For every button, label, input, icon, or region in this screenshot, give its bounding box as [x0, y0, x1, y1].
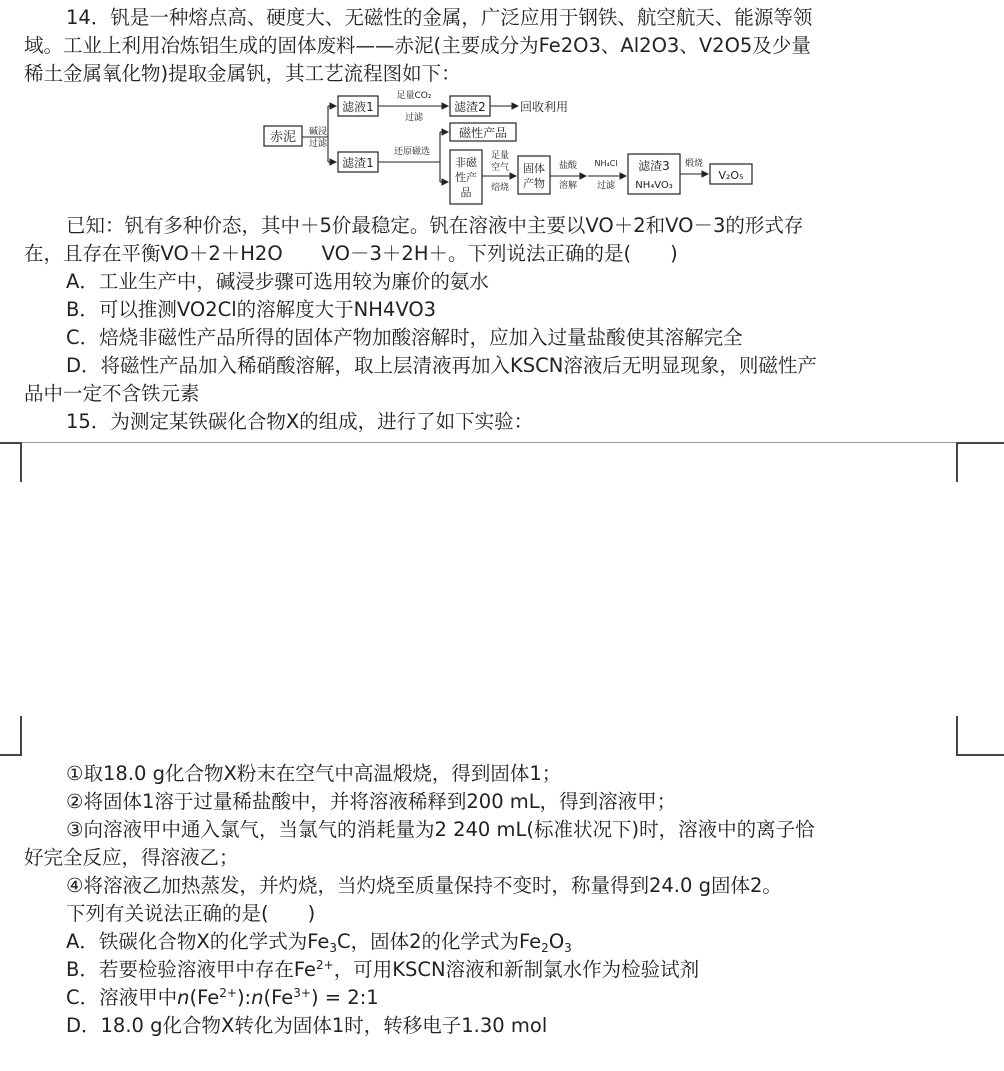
q14-option-b: B．可以推测VO2Cl的溶解度大于NH4VO3: [66, 298, 437, 321]
q15-step-3-line2: 好完全反应，得溶液乙；: [24, 846, 239, 869]
q14-option-d-line1: D．将磁性产品加入稀硝酸溶解，取上层清液再加入KSCN溶液后无明显现象，则磁性产: [66, 354, 817, 377]
q14-option-a: A．工业生产中，碱浸步骤可选用较为廉价的氨水: [66, 270, 489, 293]
co2-label: 足量CO₂: [396, 91, 432, 101]
q14-known-line1: 已知：钒有多种价态，其中＋5价最稳定。钒在溶液中主要以VO＋2和VO－3的形式存: [66, 214, 804, 237]
nh4cl-label: NH₄Cl: [594, 159, 618, 168]
lvzha3-label: 滤渣3: [638, 159, 670, 173]
kongqi-label: 空气: [490, 163, 510, 173]
huanyuan-label: 还原磁选: [393, 147, 431, 157]
q14-stem-line1: 14．钒是一种熔点高、硬度大、无磁性的金属，广泛应用于钢铁、航空航天、能源等领: [66, 6, 813, 29]
v2o5-label: V₂O₅: [718, 169, 744, 182]
feicixing-line1: 非磁: [455, 156, 477, 169]
q15-option-b-sup: 2+: [316, 958, 334, 972]
jianjin-label: 碱浸: [308, 127, 328, 137]
guolv2-label: 过滤: [404, 113, 424, 123]
beishao-label: 焙烧: [490, 183, 510, 193]
nh4vo3-label: NH₄VO₃: [635, 180, 673, 191]
feicixing-line2: 性产: [455, 171, 477, 184]
q15-option-c-n2: n: [251, 986, 264, 1009]
rongjie-label: 溶解: [558, 181, 578, 191]
q15-option-c-pre: C．溶液甲中: [66, 986, 178, 1009]
lvye1-label: 滤液1: [342, 100, 374, 114]
guolv3-label: 过滤: [596, 181, 616, 191]
crop-mark-bl-h: [0, 754, 22, 756]
crop-mark-tl-h: [0, 442, 22, 444]
q15-option-c-mid: ):: [236, 986, 252, 1009]
crop-mark-tl-v: [20, 442, 22, 482]
q15-option-b-pre: B．若要检验溶液甲中存在Fe: [66, 958, 317, 981]
q15-step-3-line1: ③向溶液甲中通入氯气，当氯气的消耗量为2 240 mL(标准状况下)时，溶液中的离子恰: [66, 818, 815, 841]
q15-option-a-sub3: 3: [564, 941, 572, 955]
chini-label: 赤泥: [269, 130, 297, 145]
yansuan-label: 盐酸: [558, 161, 578, 171]
q15-option-b: [66, 956, 976, 984]
q15-option-a-sub2: 2: [541, 941, 549, 955]
q15-option-a-mid: C，固体2的化学式为Fe: [337, 930, 542, 953]
q15-option-a: [66, 928, 976, 956]
zuliang-label: 足量: [490, 151, 510, 161]
q15-step-1: ①取18.0 g化合物X粉末在空气中高温煅烧，得到固体1；: [66, 762, 562, 785]
crop-mark-bl-v: [20, 716, 22, 756]
huishou-label: 回收利用: [520, 100, 569, 114]
q15-option-d: D．18.0 g化合物X转化为固体1时，转移电子1.30 mol: [66, 1014, 548, 1037]
q15-option-c-sup2: 3+: [293, 986, 311, 1000]
duanshao-label: 煅烧: [684, 159, 704, 169]
cixing-label: 磁性产品: [458, 126, 508, 140]
q15-option-c-post: ) = 2:1: [310, 986, 379, 1009]
q14-stem-line2: 域。工业上利用冶炼铝生成的固体废料——赤泥(主要成分为Fe2O3、Al2O3、V2O5及少量: [24, 34, 811, 57]
q15-step-2: ②将固体1溶于过量稀盐酸中，并将溶液稀释到200 mL，得到溶液甲；: [66, 790, 677, 813]
crop-mark-tr-v: [956, 442, 958, 482]
guti-line2: 产物: [523, 177, 545, 190]
guolv-label: 过滤: [308, 139, 328, 149]
crop-mark-br-v: [956, 716, 958, 756]
crop-mark-br-h: [956, 754, 1004, 756]
feicixing-line3: 品: [460, 186, 472, 199]
q15-ask: 下列有关说法正确的是( ): [66, 902, 316, 925]
guti-line1: 固体: [523, 162, 545, 175]
q15-option-c-sup1: 2+: [219, 986, 237, 1000]
q15-option-a-o: O: [548, 930, 565, 953]
lvzha2-label: 滤渣2: [454, 100, 486, 114]
q14-option-c: C．焙烧非磁性产品所得的固体产物加酸溶解时，应加入过量盐酸使其溶解完全: [66, 326, 743, 349]
q15-option-a-pre: A．铁碳化合物X的化学式为Fe: [66, 930, 330, 953]
crop-mark-tr-h: [956, 442, 1004, 444]
q15-option-b-post: ，可用KSCN溶液和新制氯水作为检验试剂: [333, 958, 700, 981]
q15-option-a-sub1: 3: [329, 941, 337, 955]
q14-known-line2: 在，且存在平衡VO＋2＋H2O VO－3＋2H＋。下列说法正确的是( ): [24, 242, 678, 265]
process-flowchart: [262, 90, 762, 208]
q15-title: 15．为测定某铁碳化合物X的组成，进行了如下实验：: [66, 410, 534, 433]
q14-stem-line3: 稀土金属氧化物)提取金属钒，其工艺流程图如下：: [24, 62, 461, 85]
q15-option-c-n1: n: [177, 986, 190, 1009]
q15-option-c-fe1: (Fe: [189, 986, 220, 1009]
q14-option-d-line2: 品中一定不含铁元素: [24, 382, 200, 405]
q15-option-c: [66, 984, 976, 1012]
q15-option-c-fe2: (Fe: [263, 986, 294, 1009]
image-area-top-border: [0, 442, 1004, 443]
q15-step-4: ④将溶液乙加热蒸发，并灼烧，当灼烧至质量保持不变时，称量得到24.0 g固体2。: [66, 874, 782, 897]
lvzha1-label: 滤渣1: [342, 156, 374, 170]
